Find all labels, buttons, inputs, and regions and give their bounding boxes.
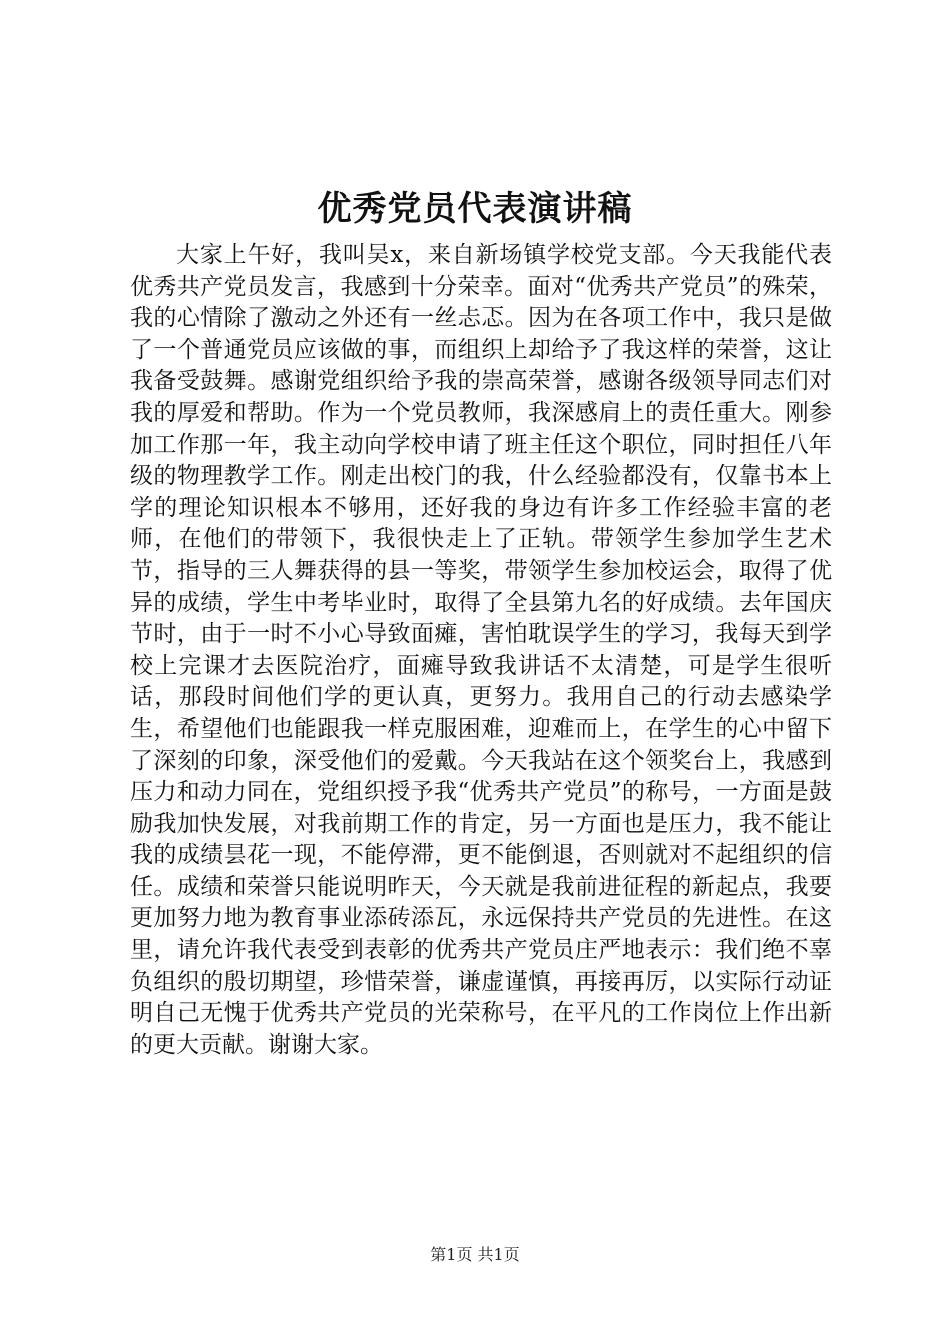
- document-title: 优秀党员代表演讲稿: [317, 189, 633, 229]
- page-footer: 第1页 共1页: [430, 1245, 520, 1264]
- speech-body: 大家上午好，我叫吴x，来自新场镇学校党支部。今天我能代表优秀共产党员发言，我感到十分荣幸。面对“优秀共产党员”的殊荣，我的心情除了激动之外还有一丝忐忑。因为在各项工作中，我只是做了一个普通党员应该做的事，而组织上却给予了我这样的荣誉，这让我备受鼓舞。感谢党组织给予我的崇高荣誉，感谢各级领导同志们对我的厚爱和帮助。作为一个党员教师，我深感肩上的责任重大。刚参加工作那一年，我主动向学校申请了班主任这个职位，同时担任八年级的物理教学工作。刚走出校门的我，什么经验都没有，仅靠书本上学的理论知识根本不够用，还好我的身边有许多工作经验丰富的老师，在他们的带领下，我很快走上了正轨。带领学生参加学生艺术节，指导的三人舞获得的县一等奖，带领学生参加校运会，取得了优异的成绩，学生中考毕业时，取得了全县第九名的好成绩。去年国庆节时，由于一时不小心导致面瘫，害怕耽误学生的学习，我每天到学校上完课才去医院治疗，面瘫导致我讲话不太清楚，可是学生很听话，那段时间他们学的更认真，更努力。我用自己的行动去感染学生，希望他们也能跟我一样克服困难，迎难而上，在学生的心中留下了深刻的印象，深受他们的爱戴。今天我站在这个领奖台上，我感到压力和动力同在，党组织授予我“优秀共产党员”的称号，一方面是鼓励我加快发展，对我前期工作的肯定，另一方面也是压力，我不能让我的成绩昙花一现，不能停滞，更不能倒退，否则就对不起组织的信任。成绩和荣誉只能说明昨天，今天就是我前进征程的新起点，我要更加努力地为教育事业添砖添瓦，永远保持共产党员的先进性。在这里，请允许我代表受到表彰的优秀共产党员庄严地表示：我们绝不辜负组织的殷切期望，珍惜荣誉，谦虚谨慎，再接再厉，以实际行动证明自己无愧于优秀共产党员的光荣称号，在平凡的工作岗位上作出新的更大贡献。谢谢大家。: [130, 242, 832, 1058]
